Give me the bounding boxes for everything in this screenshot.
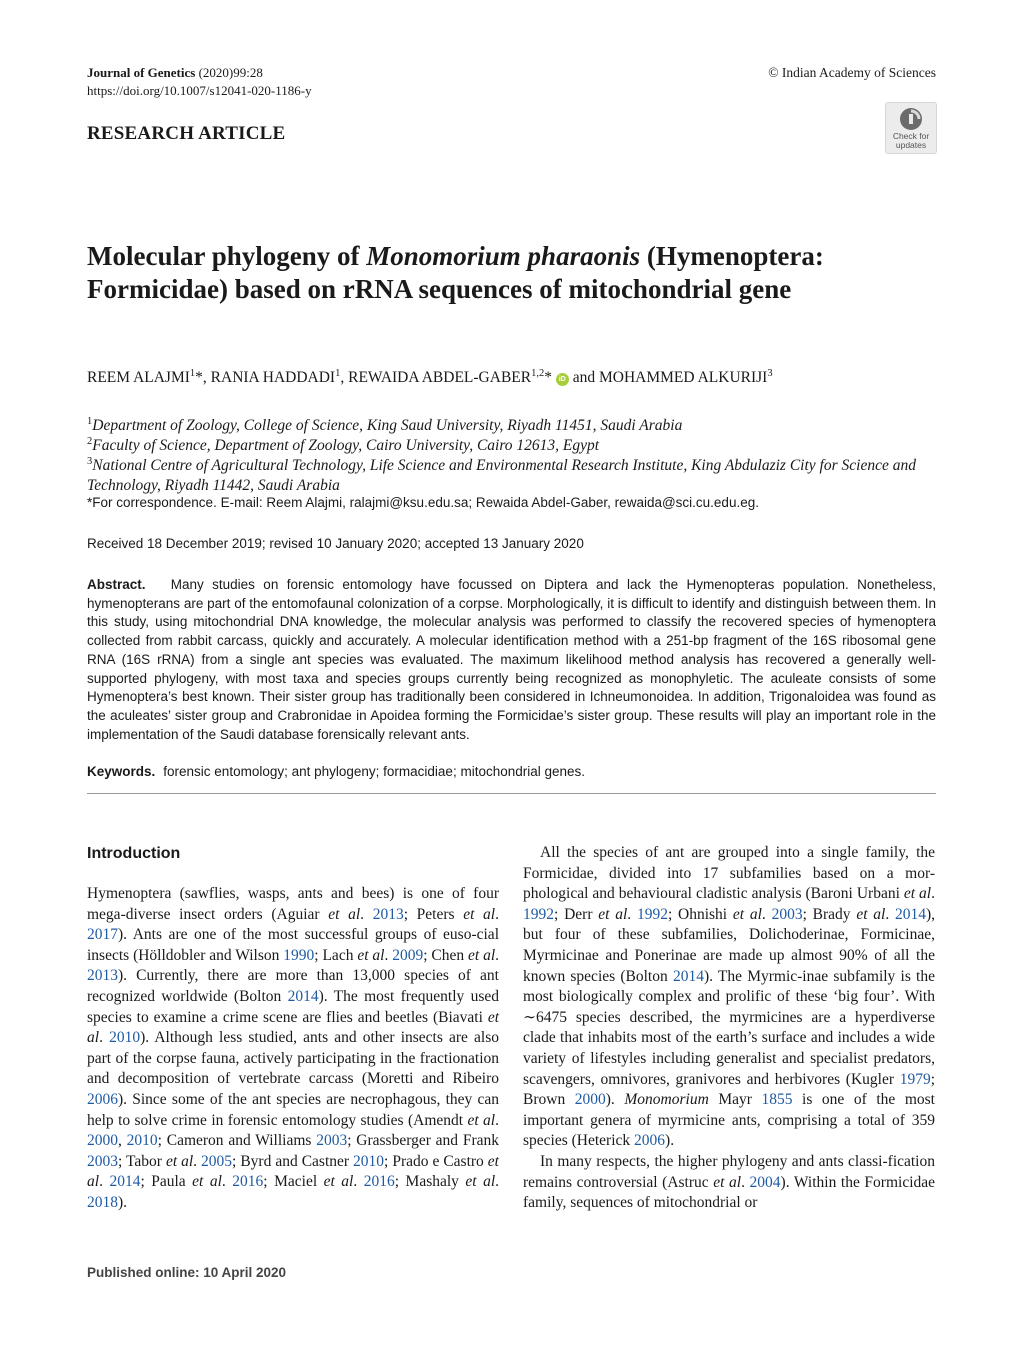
citation-link[interactable]: 1855 xyxy=(761,1091,793,1109)
published-date: Published online: 10 April 2020 xyxy=(87,1265,287,1280)
text-run: Mayr xyxy=(708,1091,762,1109)
italic-text: et al xyxy=(463,905,496,923)
author-separator: *, xyxy=(195,369,211,387)
citation-link[interactable]: 2016 xyxy=(363,1173,395,1191)
text-run: . xyxy=(353,1173,364,1191)
abstract xyxy=(87,576,936,744)
italic-text: et al xyxy=(87,1152,499,1191)
text-run: ; Ohnishi xyxy=(667,905,733,923)
text-run: ; Brady xyxy=(802,905,857,923)
italic-text: et al xyxy=(856,905,886,923)
citation-link[interactable]: 1992 xyxy=(523,905,554,923)
text-run: . xyxy=(627,905,637,923)
citation-link[interactable]: 2003 xyxy=(316,1132,348,1150)
affiliation-number: 1 xyxy=(87,416,93,427)
citation-link[interactable]: 2010 xyxy=(109,1029,141,1047)
italic-text: et al xyxy=(732,905,762,923)
author-sup: 1 xyxy=(335,368,341,379)
affiliation-text: Department of Zoology, College of Science, King Saud University, Riyadh 11451, Saudi Arabia xyxy=(92,417,683,435)
journal-citation xyxy=(87,65,263,81)
body-column-right xyxy=(523,843,935,1214)
abstract-label: Abstract. xyxy=(87,577,146,592)
check-for-updates-badge[interactable] xyxy=(885,102,937,154)
citation-link[interactable]: 2013 xyxy=(87,967,118,985)
updates-line-2: updates xyxy=(895,139,927,150)
citation-link[interactable]: 2005 xyxy=(201,1152,233,1170)
text-run: ; Mashaly xyxy=(394,1173,466,1191)
citation-link[interactable]: 2003 xyxy=(771,905,803,923)
citation-link[interactable]: 2006 xyxy=(634,1132,666,1150)
article-type: RESEARCH ARTICLE xyxy=(87,123,286,144)
text-run: ; Chen xyxy=(423,946,468,964)
citation-link[interactable]: 2010 xyxy=(353,1152,385,1170)
citation-link[interactable]: 2010 xyxy=(126,1132,158,1150)
italic-text: et al xyxy=(357,946,385,964)
text-run: ). xyxy=(665,1132,675,1150)
citation-link[interactable]: 2013 xyxy=(372,905,404,923)
text-run: ). Within the Formicidae family, sequences of mitochondrial or xyxy=(523,1173,936,1212)
text-run: In many respects, the higher phylogeny and ants classi-fication remains controversial (Astruc xyxy=(523,1152,935,1191)
keywords xyxy=(87,764,585,779)
paragraph xyxy=(523,843,935,1152)
text-run: ), but four of these subfamilies, Dolichoderinae, Formicinae, Myrmicinae and Ponerinae are made up almost 90% of all the known species (Bolton xyxy=(523,905,936,985)
italic-text: Monomorium xyxy=(624,1091,709,1109)
text-run: . xyxy=(741,1173,750,1191)
text-run: . xyxy=(99,1173,110,1191)
paragraph xyxy=(87,884,499,1214)
italic-text: et al xyxy=(323,1173,354,1191)
author-sup: 3 xyxy=(767,368,773,379)
italic-text: et al xyxy=(903,885,932,903)
citation-link[interactable]: 2016 xyxy=(232,1173,264,1191)
text-run: is one of the most important genera of myrmicine ants, comprising a total of 359 species (Heterick xyxy=(523,1091,935,1150)
keywords-text: forensic entomology; ant phylogeny; formacidiae; mitochondrial genes. xyxy=(163,764,586,779)
citation-link[interactable]: 2000 xyxy=(87,1132,118,1150)
citation-link[interactable]: 2009 xyxy=(392,946,424,964)
text-run: ; Tabor xyxy=(118,1152,166,1170)
journal-name: Journal of Genetics xyxy=(87,65,196,80)
text-run: . xyxy=(495,946,499,964)
title-species: Monomorium pharaonis xyxy=(366,241,641,271)
author-sup: 1,2 xyxy=(531,368,545,379)
text-run: Hymenoptera (sawflies, wasps, ants and bees) is one of four mega-diverse insect orders (Aguiar xyxy=(87,885,499,923)
text-run: ; Byrd and Castner xyxy=(232,1152,354,1170)
text-run: . xyxy=(221,1173,233,1191)
text-run: ; Paula xyxy=(140,1173,193,1191)
abstract-text: Many studies on forensic entomology have focussed on Diptera and lack the Hymenopteras population. Nonetheless, hymenopterans are part of the entomofaunal colonization of a corpse. Morphologically, it is difficult to identify and distinguish between them. In this study, using mitochondrial DNA knowledge, the molecular analysis was performed to classify the recovered species of hymenoptera collected from rabbit carcass, quickly and accurately. A molecular identification method with a 251-bp fragment of the 16S ribosomal gene RNA (16S rRNA) from a single ant species was evaluated. The maximum likelihood method analysis has recovered a generally well-supported phylogeny, with most taxa and species groups currently being recognized as monophyletic. The aculeate consists of some Hymenoptera’s best known. Their sister group has traditionally been considered in Ichneumonoidea. In addition, Trigonaloidea was found as the aculeates’ sister group and Crabronidae in Apoidea forming the Formicidae’s sister group. These results will play an important role in the implementation of the Saudi database forensically relevant ants. xyxy=(87,577,936,742)
text-run: . xyxy=(885,905,895,923)
affiliation-number: 2 xyxy=(87,436,93,447)
text-run: . xyxy=(384,946,393,964)
author-separator: * xyxy=(544,369,552,387)
text-run: ). Although less studied, ants and other insects are also part of the corpse fauna, actively participating in the fractionation and decomposition of vertebrate carcass (Moretti and Ribeiro xyxy=(87,1029,499,1088)
italic-text: et al xyxy=(165,1152,194,1170)
text-run: ; Maciel xyxy=(263,1173,324,1191)
text-run: ; Cameron and Williams xyxy=(157,1132,317,1150)
author-list xyxy=(87,368,937,387)
text-run: ; Lach xyxy=(314,946,358,964)
citation-link[interactable]: 1992 xyxy=(636,905,668,923)
text-run: , xyxy=(118,1132,127,1150)
title-part-1: Molecular phylogeny of xyxy=(87,241,367,271)
affiliation-text: National Centre of Agricultural Technology, Life Science and Environmental Research Institute, King Abdulaziz City for Science and Technology, Riyadh 11442, Saudi Arabia xyxy=(87,457,916,495)
text-run: ; Prado e Castro xyxy=(384,1152,488,1170)
body-column-left xyxy=(87,884,499,1214)
citation-link[interactable]: 1990 xyxy=(283,946,315,964)
text-run: ). The most frequently used species to examine a crime scene are flies and beetles (Biavati xyxy=(87,987,500,1026)
author-name: REEM ALAJMI xyxy=(87,369,190,387)
text-run: ). Ants are one of the most successful groups of euso-cial insects (Hölldobler and Wilson xyxy=(87,926,499,964)
text-run: . xyxy=(495,1111,499,1129)
author-name: MOHAMMED ALKURIJI xyxy=(598,369,768,387)
citation-link[interactable]: 2014 xyxy=(109,1173,141,1191)
text-run: ; Brown xyxy=(523,1070,935,1109)
text-run: ). Currently, there are more than 13,000 species of ant recognized worldwide (Bolton xyxy=(87,967,499,1005)
italic-text: et al xyxy=(465,1173,496,1191)
text-run: ; Grassberger and Frank xyxy=(347,1132,499,1150)
citation-link[interactable]: 2006 xyxy=(87,1090,118,1108)
affiliation xyxy=(87,452,937,496)
author-sup: 1 xyxy=(189,368,196,379)
text-run: ). The Myrmic-inae subfamily is the most biologically complex and prolific of these ‘big four’. With ∼6475 species described, the myrmicines are a hyperdiverse clade that inhabits most of the earth’s surface and includes a wide variety of lifestyles including generalist and specialist predators, scavengers, omnivores, granivores and herbivores (Kugler xyxy=(523,967,935,1088)
citation-link[interactable]: 2000 xyxy=(574,1091,606,1109)
check-updates-icon xyxy=(898,106,924,132)
divider xyxy=(87,793,936,794)
text-run: All the species of ant are grouped into a single family, the Formicidae, divided into 17 subfamilies based on a mor-phological and behavioural cladistic analysis (Baroni Urbani xyxy=(523,844,935,903)
text-run: ). Since some of the ant species are necrophagous, they can help to solve crime in forensic entomology studies (Amendt xyxy=(87,1090,499,1129)
citation-link[interactable]: 2004 xyxy=(749,1173,781,1191)
citation-link[interactable]: 2014 xyxy=(287,987,319,1005)
citation-link[interactable]: 2014 xyxy=(672,967,704,985)
affiliation-number: 3 xyxy=(87,456,93,467)
text-run: . xyxy=(99,1029,110,1047)
italic-text: et al xyxy=(87,1008,499,1047)
author-name: RANIA HADDADI xyxy=(210,369,336,387)
section-heading: Introduction xyxy=(87,845,181,862)
journal-volume: (2020)99:28 xyxy=(195,65,263,80)
author-name: REWAIDA ABDEL-GABER xyxy=(348,369,532,387)
text-run: ). xyxy=(605,1091,625,1109)
correspondence: *For correspondence. E-mail: Reem Alajmi, ralajmi@ksu.edu.sa; Rewaida Abdel-Gaber, rewaida@sci.cu.edu.eg. xyxy=(87,495,759,510)
title-part-2: (Hymenoptera: Formicidae) based on rRNA sequences of mitochondrial gene xyxy=(87,241,824,304)
text-run: . xyxy=(761,905,772,923)
received-dates: Received 18 December 2019; revised 10 January 2020; accepted 13 January 2020 xyxy=(87,536,584,551)
citation-link[interactable]: 2018 xyxy=(87,1193,118,1211)
text-run: . xyxy=(193,1152,202,1170)
text-run: . xyxy=(931,885,935,903)
keywords-label: Keywords. xyxy=(87,764,156,779)
italic-text: et al xyxy=(468,946,496,964)
italic-text: et al xyxy=(598,905,628,923)
citation-link[interactable]: 2003 xyxy=(87,1152,118,1170)
text-run: . xyxy=(495,905,499,923)
italic-text: et al xyxy=(467,1111,496,1129)
author-separator: , xyxy=(340,369,349,387)
text-run: . xyxy=(360,905,373,923)
author-conjunction: and xyxy=(568,369,599,387)
italic-text: et al xyxy=(192,1173,222,1191)
citation-link[interactable]: 2014 xyxy=(895,905,926,923)
orcid-icon[interactable]: iD xyxy=(556,373,569,386)
text-run: . xyxy=(495,1173,500,1191)
italic-text: et al xyxy=(713,1173,742,1191)
article-title xyxy=(87,240,947,306)
paragraph xyxy=(523,1152,935,1214)
text-run: ; Peters xyxy=(403,905,464,923)
text-run: ; Derr xyxy=(554,905,599,923)
doi-link[interactable]: https://doi.org/10.1007/s12041-020-1186-y xyxy=(87,83,312,98)
updates-line-1: Check for xyxy=(892,131,930,141)
citation-link[interactable]: 1979 xyxy=(899,1070,931,1088)
publisher: © Indian Academy of Sciences xyxy=(768,65,936,80)
affiliation-text: Faculty of Science, Department of Zoology, Cairo University, Cairo 12613, Egypt xyxy=(92,437,600,455)
italic-text: et al xyxy=(328,905,361,923)
text-run: ). xyxy=(118,1193,128,1211)
citation-link[interactable]: 2017 xyxy=(87,926,118,944)
